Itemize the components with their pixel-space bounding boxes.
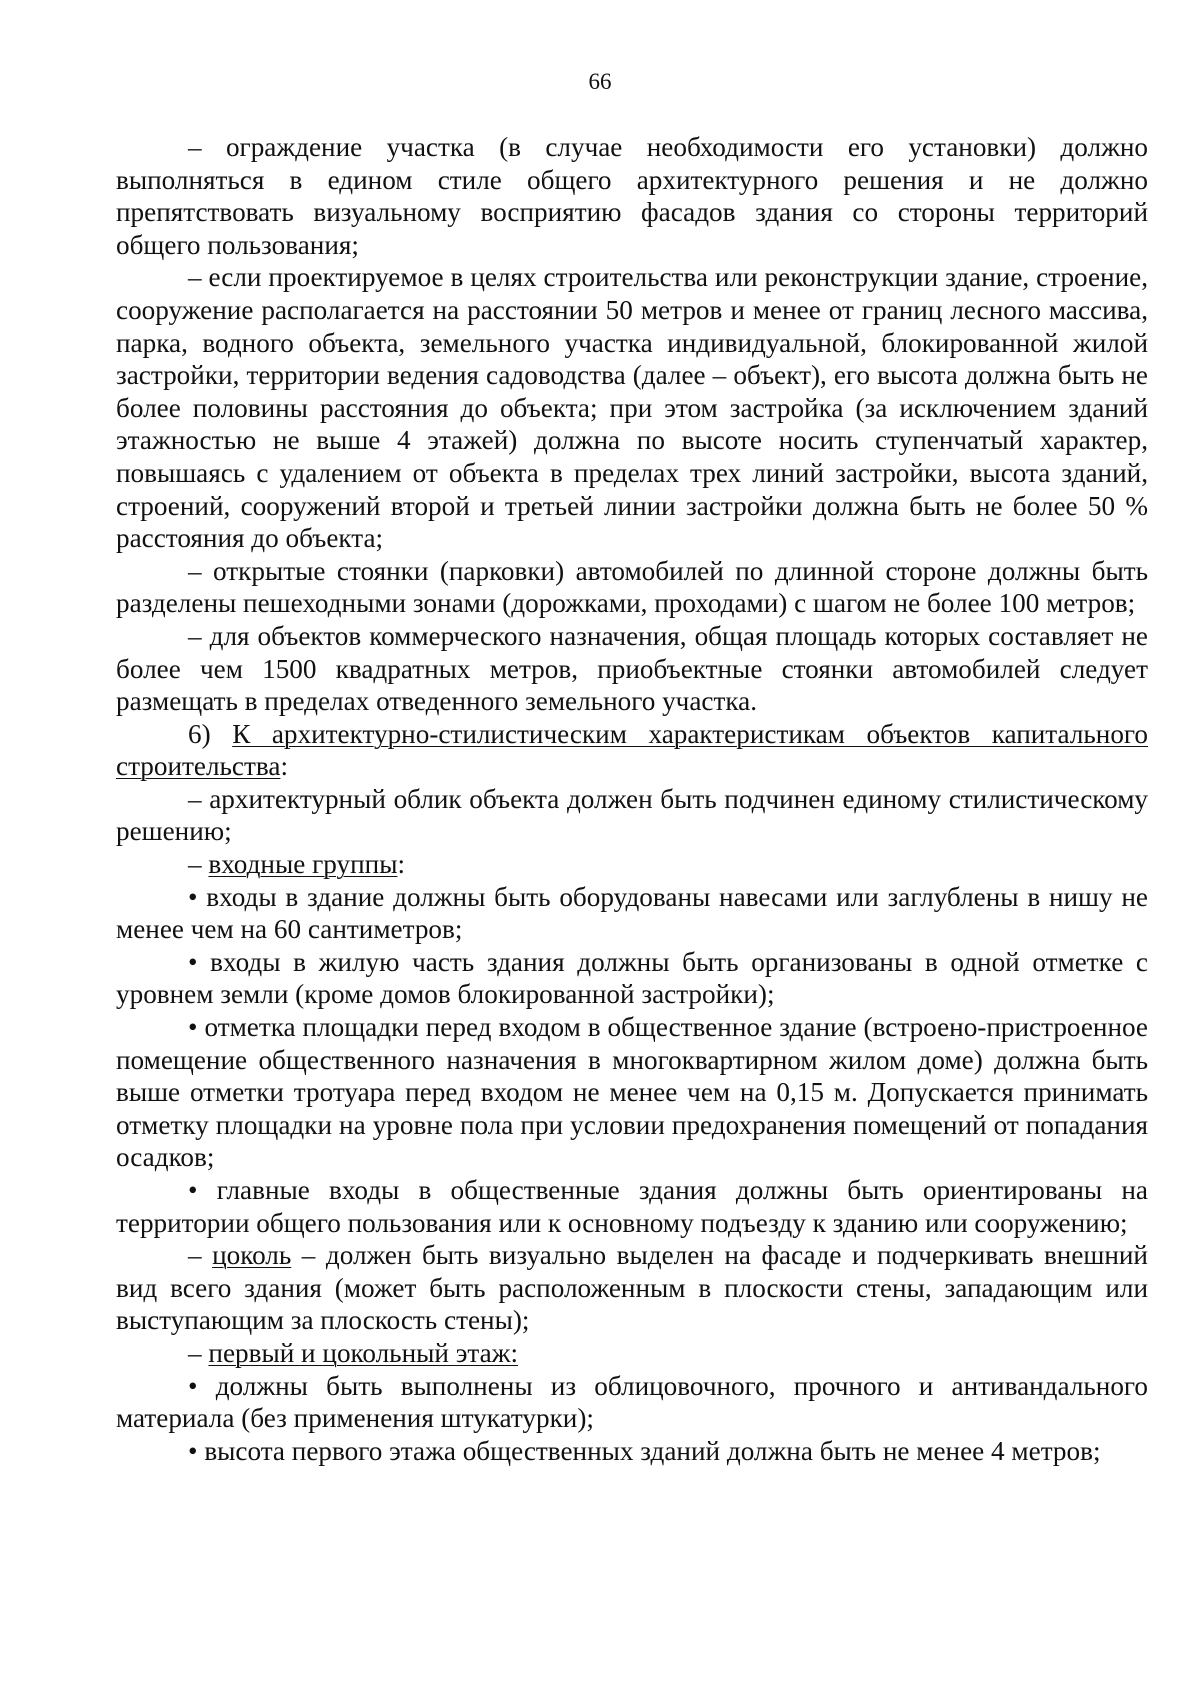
paragraph-commercial-parking: – для объектов коммерческого назначения, общая площадь которых составляет не более чем 1500 квадратных метров, приобъектные стоянки автомобилей следует размещать в пределах отведенного земельного участка. xyxy=(116,620,1148,717)
plinth-text: – должен быть визуально выделен на фасаде и подчеркивать внешний вид всего здания (может быть расположенным в плоскости стены, западающим или выступающим за плоскость стены); xyxy=(116,1240,1148,1336)
subheading-colon: : xyxy=(397,849,406,880)
subheading-entrance-groups xyxy=(116,848,1148,881)
bullet-main-entrances: • главные входы в общественные здания должны быть ориентированы на территории общего пользования или к основному подъезду к зданию или сооружению; xyxy=(116,1175,1148,1238)
section-title: К архитектурно-стилистическим характеристикам объектов капитального строительства xyxy=(116,718,1148,782)
paragraph-fence: – ограждение участка (в случае необходимости его установки) должно выполняться в едином стиле общего архитектурного решения и не должно препятствовать визуальному восприятию фасадов здания со стороны территорий общего пользования; xyxy=(116,132,1148,260)
paragraph-parking-zones: – открытые стоянки (парковки) автомобилей по длинной стороне должны быть разделены пешеходными зонами (дорожками, проходами) с шагом не более 100 метров; xyxy=(116,555,1148,619)
subheading-title: входные группы xyxy=(208,849,398,880)
section-colon: : xyxy=(280,751,288,782)
document-body xyxy=(116,131,1148,1467)
bullet-canopies: • входы в здание должны быть оборудованы навесами или заглублены в нишу не менее чем на 60 сантиметров; xyxy=(116,881,1148,945)
page-number: 66 xyxy=(588,69,612,94)
paragraph-style-unity: – архитектурный облик объекта должен быть подчинен единому стилистическому решению; xyxy=(116,783,1148,847)
bullet-ground-level: • входы в жилую часть здания должны быть организованы в одной отметке с уровнем земли (кроме домов блокированной застройки); xyxy=(116,946,1148,1010)
paragraph-height-limit: – если проектируемое в целях строительства или реконструкции здание, строение, сооружение располагается на расстоянии 50 метров и менее от границ лесного массива, парка, водного объекта, земельного участка индивидуальной, блокированной жилой застройки, территории ведения садоводства (далее – объект), его высота должна быть не более половины расстояния до объекта; при этом застройка (за исключением зданий этажностью не выше 4 этажей) должна по высоте носить ступенчатый характер, повышаясь с удалением от объекта в пределах трех линий застройки, высота зданий, строений, сооружений второй и третьей линии застройки должна быть не более 50 % расстояния до объекта; xyxy=(116,262,1148,554)
plinth-term: цоколь xyxy=(212,1240,292,1271)
bullet-cladding: • должны быть выполнены из облицовочного, прочного и антивандального материала (без применения штукатурки); xyxy=(116,1370,1148,1434)
subheading-first-floor xyxy=(116,1337,1148,1370)
section-heading-6 xyxy=(116,718,1148,783)
bullet-entrance-elevation: • отметка площадки перед входом в общественное здание (встроено-пристроенное помещение общественного назначения в многоквартирном жилом доме) должна быть выше отметки тротуара перед входом не менее чем на 0,15 м. Допускается принимать отметку площадки на уровне пола при условии предохранения помещений от попадания осадков; xyxy=(116,1012,1148,1173)
dash-marker: – xyxy=(188,1240,213,1271)
bullet-first-floor-height: • высота первого этажа общественных зданий должна быть не менее 4 метров; xyxy=(188,1435,1101,1466)
paragraph-plinth xyxy=(116,1239,1148,1337)
subheading-title: первый и цокольный этаж: xyxy=(208,1337,519,1368)
dash-marker: – xyxy=(188,849,209,880)
dash-marker: – xyxy=(188,1337,209,1368)
section-number: 6) xyxy=(188,718,233,749)
